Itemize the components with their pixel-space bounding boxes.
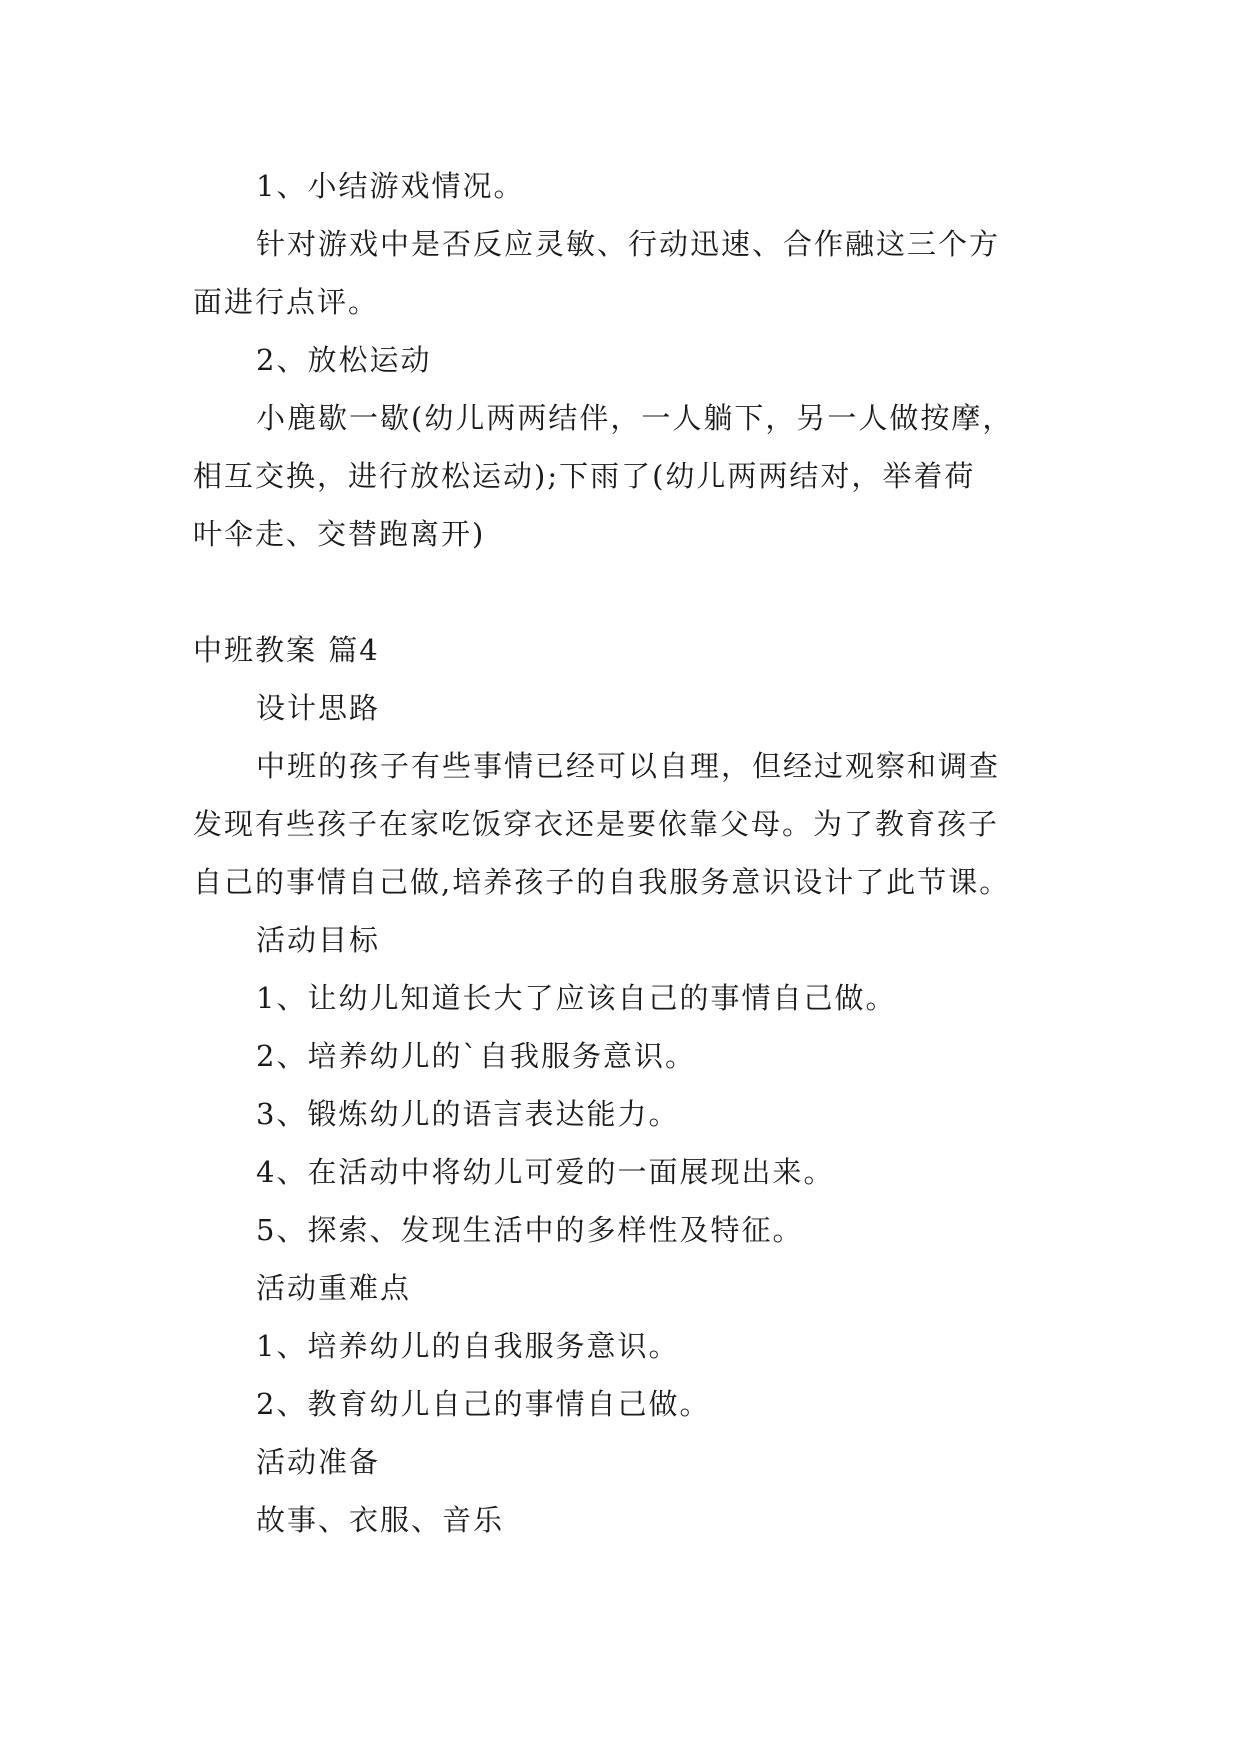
- section-heading: 中班教案 篇4: [193, 633, 380, 667]
- list-item: 1、让幼儿知道长大了应该自己的事情自己做。: [256, 981, 897, 1015]
- paragraph-line: 小鹿歇一歇(幼儿两两结伴，一人躺下，另一人做按摩，: [256, 401, 1014, 435]
- paragraph-line: 故事、衣服、音乐: [256, 1503, 505, 1537]
- list-item: 2、教育幼儿自己的事情自己做。: [256, 1387, 711, 1421]
- subheading-design: 设计思路: [256, 691, 381, 725]
- subheading-preparation: 活动准备: [256, 1445, 381, 1479]
- summary-item-1: 1、小结游戏情况。: [256, 169, 525, 203]
- subheading-key-points: 活动重难点: [256, 1271, 412, 1305]
- subheading-goals: 活动目标: [256, 923, 381, 957]
- paragraph-line: 中班的孩子有些事情已经可以自理，但经过观察和调查: [256, 749, 1001, 783]
- list-item: 1、培养幼儿的自我服务意识。: [256, 1329, 680, 1363]
- paragraph-line: 针对游戏中是否反应灵敏、行动迅速、合作融这三个方: [256, 227, 1001, 261]
- paragraph-line: 相互交换，进行放松运动);下雨了(幼儿两两结对，举着荷: [193, 459, 976, 493]
- paragraph-line: 自己的事情自己做,培养孩子的自我服务意识设计了此节课。: [193, 865, 1011, 899]
- paragraph-line: 发现有些孩子在家吃饭穿衣还是要依靠父母。为了教育孩子: [193, 807, 1000, 841]
- paragraph-line: 面进行点评。: [193, 285, 380, 319]
- list-item: 4、在活动中将幼儿可爱的一面展现出来。: [256, 1155, 835, 1189]
- paragraph-line: 叶伞走、交替跑离开): [193, 517, 486, 551]
- list-item: 2、培养幼儿的`自我服务意识。: [256, 1039, 696, 1073]
- list-item: 3、锻炼幼儿的语言表达能力。: [256, 1097, 680, 1131]
- list-item: 5、探索、发现生活中的多样性及特征。: [256, 1213, 804, 1247]
- relax-item-2: 2、放松运动: [256, 343, 432, 377]
